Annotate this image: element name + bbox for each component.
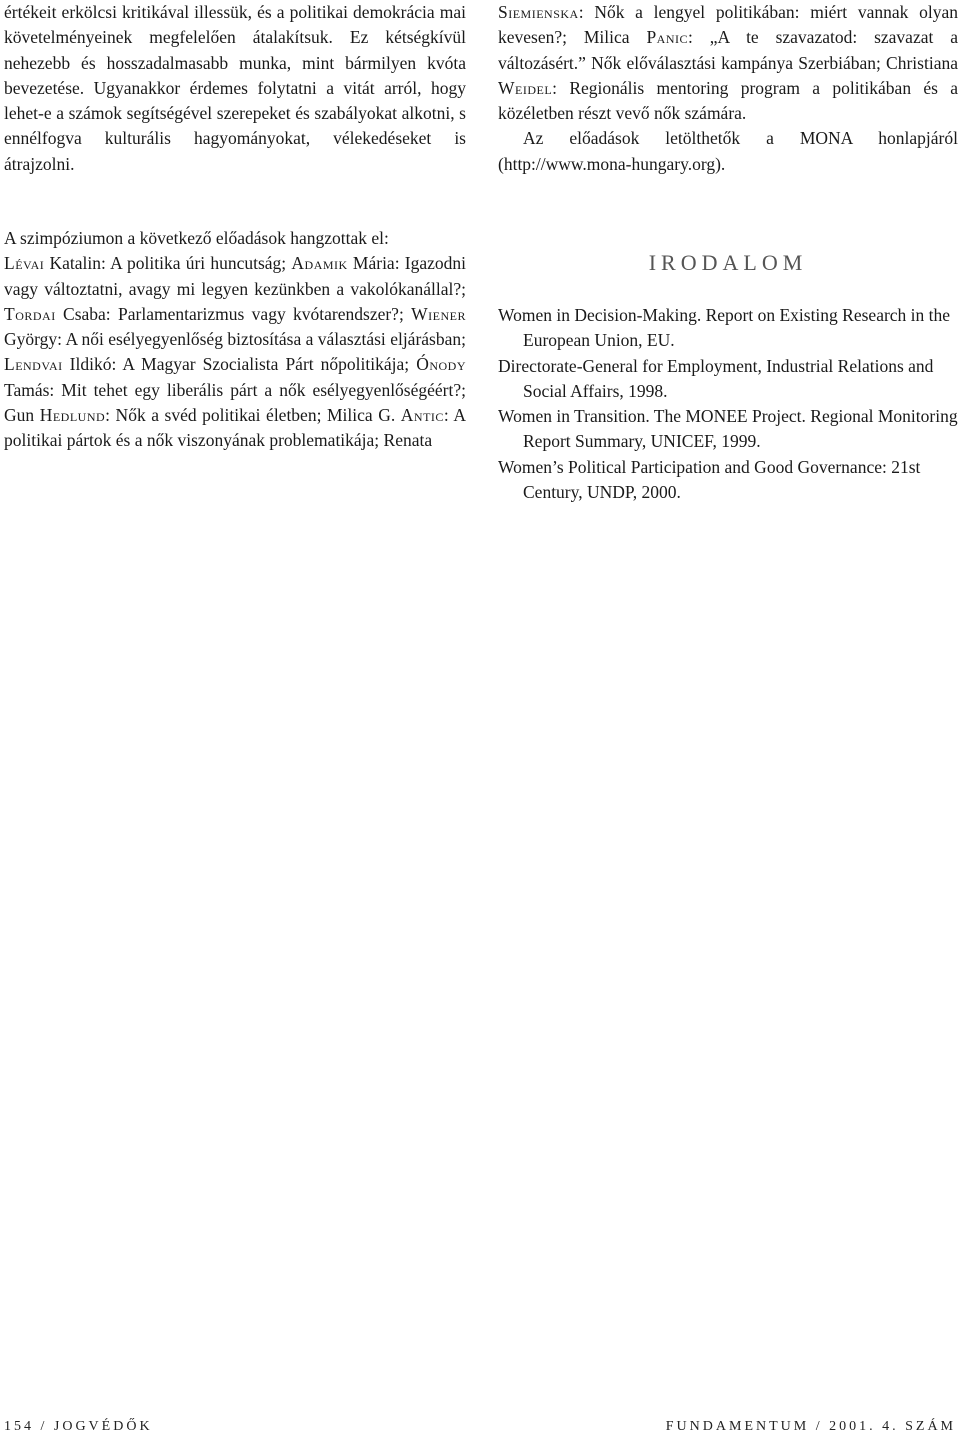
lecture-title: György: A női esélyegyenlőség biztosítása a választási eljárásban; [4, 329, 466, 350]
lecturer-surname: Siemienska [498, 2, 579, 22]
reference-item: Women in Transition. The MONEE Project. Regional Monitoring Report Summary, UNICEF, 1999. [498, 406, 958, 452]
lecture-item [40, 405, 401, 425]
lecture-title: Mária: Igazodni vagy változtatni, avagy mi legyen kezünkben a vakolókanállal?; [4, 253, 466, 299]
lecture-title: : „A te szavazatod: szavazat a változásért.” Nők előválasztási kampánya Szerbiában; Christiana [498, 27, 958, 73]
lecture-item [4, 354, 416, 374]
lecturer-surname: Panic [646, 27, 689, 48]
reference-item: Women’s Political Participation and Good Governance: 21st Century, UNDP, 2000. [498, 456, 921, 503]
lecture-item [4, 253, 291, 273]
lecture-title: : Nők a svéd politikai életben; Milica G. [105, 405, 401, 426]
lecture-item [4, 304, 411, 324]
footer-journal-issue: FUNDAMENTUM / 2001. 4. SZÁM [665, 1419, 956, 1434]
lecture-title: : A politikai pártok és a nők viszonyának problematikája; Renata [4, 405, 466, 451]
lecture-title: : Regionális mentoring program a politikában és a közéletben részt vevő nők számára. [498, 77, 958, 124]
references-heading: IRODALOM [648, 250, 808, 275]
symposium-intro: A szimpóziumon a következő előadások hangzottak el: [4, 228, 389, 248]
right-continuation-paragraph [498, 0, 958, 177]
download-note: Az előadások letölthetők a MONA honlapjáról (http://www.mona-hungary.org). [498, 128, 958, 174]
lecturer-surname: Weidel [498, 77, 553, 98]
lecturer-surname: Ónody [416, 354, 466, 375]
lecturer-surname: Adamik [291, 253, 348, 274]
lecture-title: Ildikó: A Magyar Szocialista Párt nőpolitikája; [62, 354, 417, 375]
lecture-item [498, 78, 958, 123]
lecturer-surname: Hedlund [39, 405, 106, 426]
footer-page-section: 154 / JOGVÉDŐK [4, 1419, 153, 1434]
lecture-title: Csaba: Parlamentarizmus vagy kvótarendszer?; [55, 303, 412, 324]
lecture-title: : Nők a lengyel politikában: miért vannak olyan kevesen?; Milica [498, 2, 958, 48]
lecturer-surname: Tordai [4, 303, 56, 324]
lecturer-surname: Antic [400, 405, 444, 426]
lecture-title: Katalin: A politika úri huncutság; [44, 253, 292, 274]
symposium-paragraph [4, 226, 466, 454]
references-list [498, 303, 958, 505]
lecturer-surname: Lévai [4, 253, 45, 274]
lecturer-surname: Wiener [411, 303, 466, 324]
lecturer-surname: Lendvai [4, 354, 63, 375]
lecture-title: Tamás: Mit tehet egy liberális párt a nők esélyegyenlőségéért?; Gun [4, 379, 466, 426]
reference-item: Directorate-General for Employment, Industrial Relations and Social Affairs, 1998. [498, 355, 934, 401]
reference-item: Women in Decision-Making. Report on Existing Research in the European Union, EU. [498, 305, 951, 351]
left-top-paragraph: értékeit erkölcsi kritikával illessük, és a politikai demokrácia mai követelményeinek megfelelően átalakítsuk. Ez kétségkívül nehezebb és hosszadalmasabb munka, mint bármilyen kvóta bevezetése. Ugyanakkor érdemes folytatni a vitát arról, hogy lehet-e a számok segítségével szerepeket és szabályokat alkotni, s ennélfogva kulturális hagyományokat, vélekedéseket is átrajzolni. [4, 2, 466, 174]
